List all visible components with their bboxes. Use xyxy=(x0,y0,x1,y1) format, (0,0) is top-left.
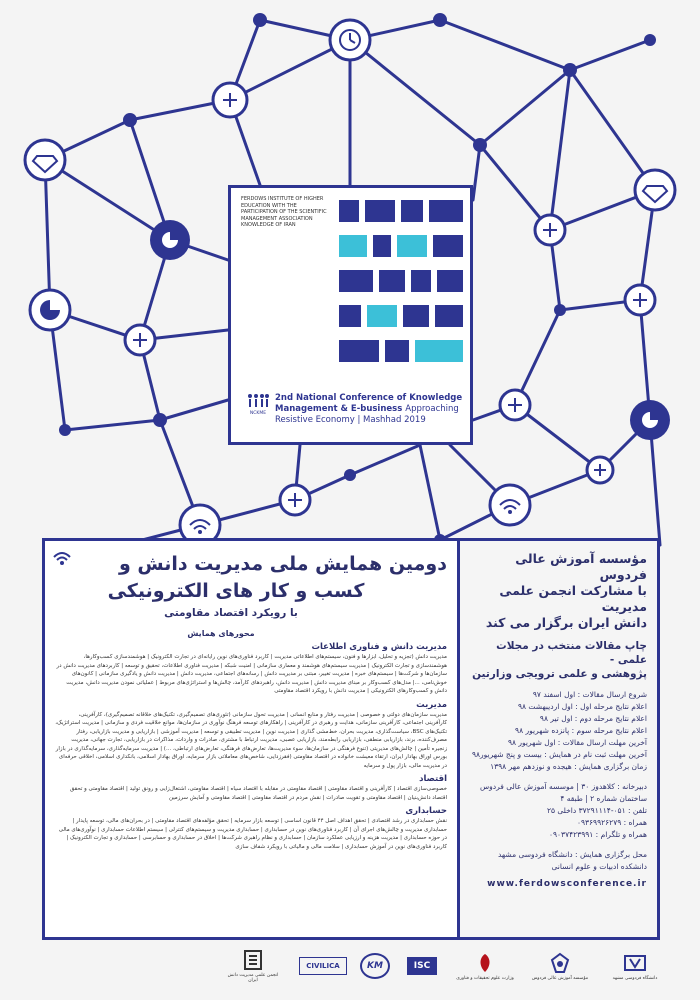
topic-section xyxy=(55,700,447,771)
organizer-line2: با مشارکت انجمن علمی مدیریت xyxy=(499,583,647,614)
conference-title-line2: کسب و کار های الکترونیکی xyxy=(107,580,365,602)
conference-en-line2: Management & E-business xyxy=(275,404,403,414)
logo-caption: مؤسسه آموزش عالی فردوس xyxy=(531,975,589,981)
conference-en-line1: 2nd National Conference of Knowledge xyxy=(275,393,463,403)
association-logo-icon xyxy=(236,949,270,971)
date-item: اعلام نتایج مرحله سوم : پانزده شهریور ۹۸ xyxy=(515,726,647,735)
nckme-mark xyxy=(247,393,269,416)
sponsor-logo xyxy=(298,942,348,990)
conference-logo-box xyxy=(228,185,473,445)
nckme-label: NCKME xyxy=(249,411,267,416)
ferdows-institute-logo-icon xyxy=(543,952,577,974)
topic-section xyxy=(55,642,447,696)
date-item: آخرین مهلت ثبت نام در همایش : بیست و پنج شهریور۹۸ xyxy=(471,750,647,759)
phone-number: تلفن : ۰۵۱-۳۷۲۹۱۱۱۴ داخلی ۲۵ xyxy=(546,806,647,815)
organizer-line3: دانش ایران برگزار می کند xyxy=(485,615,647,630)
building-address: ساختمان شماره ۲ | طبقه ۴ xyxy=(560,794,647,803)
wifi-icon xyxy=(52,550,72,570)
sponsor-logo xyxy=(450,942,520,990)
publication-line2: پژوهشی و علمی ترویجی وزارتین xyxy=(472,668,647,680)
conference-title-line1: دومین همایش ملی مدیریت دانش و xyxy=(118,553,447,575)
logo-caption: دانشگاه فردوسی مشهد xyxy=(612,975,658,981)
section-body: خصوصی‌سازی اقتصاد | کارآفرینی و اقتصاد مقاومتی | اقتصاد مقاومتی در مقابله با اقتصاد سیاه | اقتصاد مقاومتی، اشتغال‌زایی و رونق تولید | اقتصاد مقاومتی و تحقق اقتصاد دانش‌بنیان | اقتصاد مقاومتی و تقویت صادرات | نقش مردم در اقتصاد مقاومتی | اقتصاد مقاومتی و آمایش سرزمین xyxy=(69,786,447,801)
km-association-logo-icon: KM xyxy=(360,953,390,979)
publication-line1: چاپ مقالات منتخب در مجلات علمی - xyxy=(496,640,647,666)
section-body: مدیریت سازمان‌های دولتی و خصوصی | مدیریت رفتار و منابع انسانی | مدیریت تحول سازمانی (تئوری‌های تصمیم‌گیری، تکنیک‌های خلاقانه تصمیم‌گیری)، کارآفرینی، کارآفرینی اجتماعی، کارآفرینی سازمانی، هدایت و رهبری در کارآفرینی | راهکارهای توسعه فرهنگ نوآوری در سازمان‌ها، موانع خلاقیت فردی و سازمانی | مدیریت استراتژیک، تکنیک‌های BSC، سیاست‌گذاری، مدیریت بحران، خط‌مشی گذاری | مدیریت نوین | مدیریت تطبیقی و توسعه | مدیریت آموزشی | بازاریابی و مدیریت بازاریابی، رفتار مصرف‌کننده، برند، بازاریابی منطقی، بازاریابی رابطه‌مند، بازاریابی عصبی، مدیریت ارتباط با مشتری، صادرات و واردات، مذاکرات در بازاریابی، تجارت جهانی، مدیریت زنجیره تأمین | چالش‌های مدیریتی (تنوع فرهنگی در سازمان‌ها، سوء مدیریت‌ها، تعارض‌های فرهنگی، تعارض‌های ارتباطی، ...) | مدیریت سرمایه‌گذاری، سرمایه‌گذاری در بازار بورس اوراق بهادار ایران، ارتقاء معیشت خانواده در اقتصاد مقاومتی (فقرزدایی، شاخص‌های معاملاتی بازار سرمایه، اوراق بهادار اسلامی، بانکداری اسلامی، اخلاقی حرفه‌ای در مدیریت مالی، بازار پول و سرمایه xyxy=(55,711,447,769)
conference-en-line2b: Approaching xyxy=(405,404,459,414)
telegram-number: همراه و تلگرام : ۰۹۰۳۷۴۲۳۹۹۱ xyxy=(548,830,647,839)
sponsor-logo xyxy=(218,942,288,990)
website-link[interactable]: www.ferdowsconference.ir xyxy=(487,879,647,889)
date-item: زمان برگزاری همایش : هیجده و نوزدهم مهر ۱۳۹۸ xyxy=(490,762,647,771)
details-column xyxy=(457,541,657,937)
date-item: شروع ارسال مقالات : اول اسفند ۹۷ xyxy=(532,690,647,699)
sponsor-logo xyxy=(402,942,442,990)
venue-line1: محل برگزاری همایش : دانشگاه فردوسی مشهد xyxy=(498,850,647,859)
date-item: اعلام نتایج مرحله دوم : اول تیر ۹۸ xyxy=(539,714,647,723)
axes-heading: محورهای همایش xyxy=(187,629,255,638)
organizer-en-text: FERDOWS INSTITUTE OF HIGHER EDUCATION WITH THE PARTICIPATION OF THE SCIENTIFIC MANAGEMENT ASSOCIATION KNOWLEDGE OF IRAN xyxy=(241,196,327,228)
section-body: نقش حسابداری در رشد اقتصادی | تحقق اهداف اصل ۴۴ قانون اساسی | توسعه بازار سرمایه | تحقق مؤلفه‌های اقتصاد مقاومتی | در بحران‌های مالی، توسعه پایدار | حسابداری مدیریت و چالش‌های اجرای آن | کاربرد فناوری‌های نوین در حسابداری | حسابداری مدیریت و سیستم‌های کنترلی | سیستم اطلاعات حسابداری | نوآوری‌های مالی در حوزه حسابداری | مدیریت هزینه و ارزیابی عملکرد سازمان | حسابداری و نظام راهبری شرکت‌ها | اخلاق در حسابداری و حسابرسی | حسابداری و تجارت الکترونیک | کاربرد فناوری‌های نوین در آموزش حسابداری | سلامت مالی و مالیاتی با رویکرد شفاف سازی xyxy=(58,818,447,850)
calligraphy-logo xyxy=(339,196,465,386)
isc-logo-icon: ISC xyxy=(407,957,437,975)
topic-section xyxy=(55,806,447,851)
sponsor-logo xyxy=(525,942,595,990)
sponsor-logo xyxy=(600,942,670,990)
conference-en-line3: Resistive Economy | Mashhad 2019 xyxy=(275,415,426,425)
sponsor-logo xyxy=(355,942,395,990)
date-item: آخرین مهلت ارسال مقالات : اول شهریور ۹۸ xyxy=(507,738,647,747)
topics-column xyxy=(45,541,457,937)
venue-line2: دانشکده ادبیات و علوم انسانی xyxy=(551,862,647,871)
emblem-logo-icon xyxy=(468,952,502,974)
date-item: اعلام نتایج مرحله اول : اول اردیبهشت ۹۸ xyxy=(517,702,647,711)
section-heading: اقتصاد xyxy=(419,774,447,784)
civilica-logo-icon: CIVILICA xyxy=(299,957,347,975)
secretariat-address: دبیرخانه : کلاهدوز ۳۰ | موسسه آموزش عالی فردوس xyxy=(479,782,647,791)
logo-caption: وزارت علوم تحقیقات و فناوری xyxy=(456,975,514,981)
nckme-icon xyxy=(247,393,269,409)
sponsor-logos xyxy=(190,942,670,992)
section-heading: حسابداری xyxy=(405,806,447,816)
ferdowsi-university-logo-icon xyxy=(618,952,652,974)
mobile-number: همراه : ۰۹۳۶۹۹۲۶۲۷۹ xyxy=(576,818,647,827)
section-heading: مدیریت دانش و فناوری اطلاعات xyxy=(311,642,447,652)
topic-section xyxy=(55,774,447,802)
approach-subtitle: با رویکرد اقتصاد مقاومتی xyxy=(164,607,298,619)
logo-caption: انجمن علمی مدیریت دانش ایران xyxy=(227,973,279,983)
info-panel xyxy=(42,538,660,940)
section-body: مدیریت دانش (تجزیه و تحلیل، ابزارها و فنون، سیستم‌های اطلاعاتی مدیریت | کاربرد فناوری‌های نوین رایانه‌ای در تجارت الکترونیک | هوشمندسازی کسب‌وکارها، هوشمندسازی و تجارت الکترونیک | مدیریت سیستم‌های هوشمند و معماری سازمانی | امنیت شبکه | مدیریت فناوری اطلاعات، تحقیق و توسعه | کاربردهای مدیریت دانش در سازمان‌ها و شرکت‌ها | سیستم‌های خبره | مدیریت تغییر، مبتنی بر مدیریت دانش | رسانه‌های اجتماعی، مدیریت دانش | مدیریت دانش و یادگیری سازمانی | کانون‌های خوش‌نامی، ...| مدل‌های کسب‌وکار بر مبنای مدیریت دانش | مدیریت دانش، راهبردهای کارآمد، چالش‌ها و استراتژی‌های مربوط | عملیاتی نمودن مدیریت دانش، مدیریت دانش و کسب‌وکارهای الکترونیکی | مدیریت دانش با رویکرد اقتصاد مقاومتی xyxy=(56,654,447,694)
organizer-line1: مؤسسه آموزش عالی فردوس xyxy=(515,551,647,582)
section-heading: مدیریت xyxy=(416,699,447,710)
